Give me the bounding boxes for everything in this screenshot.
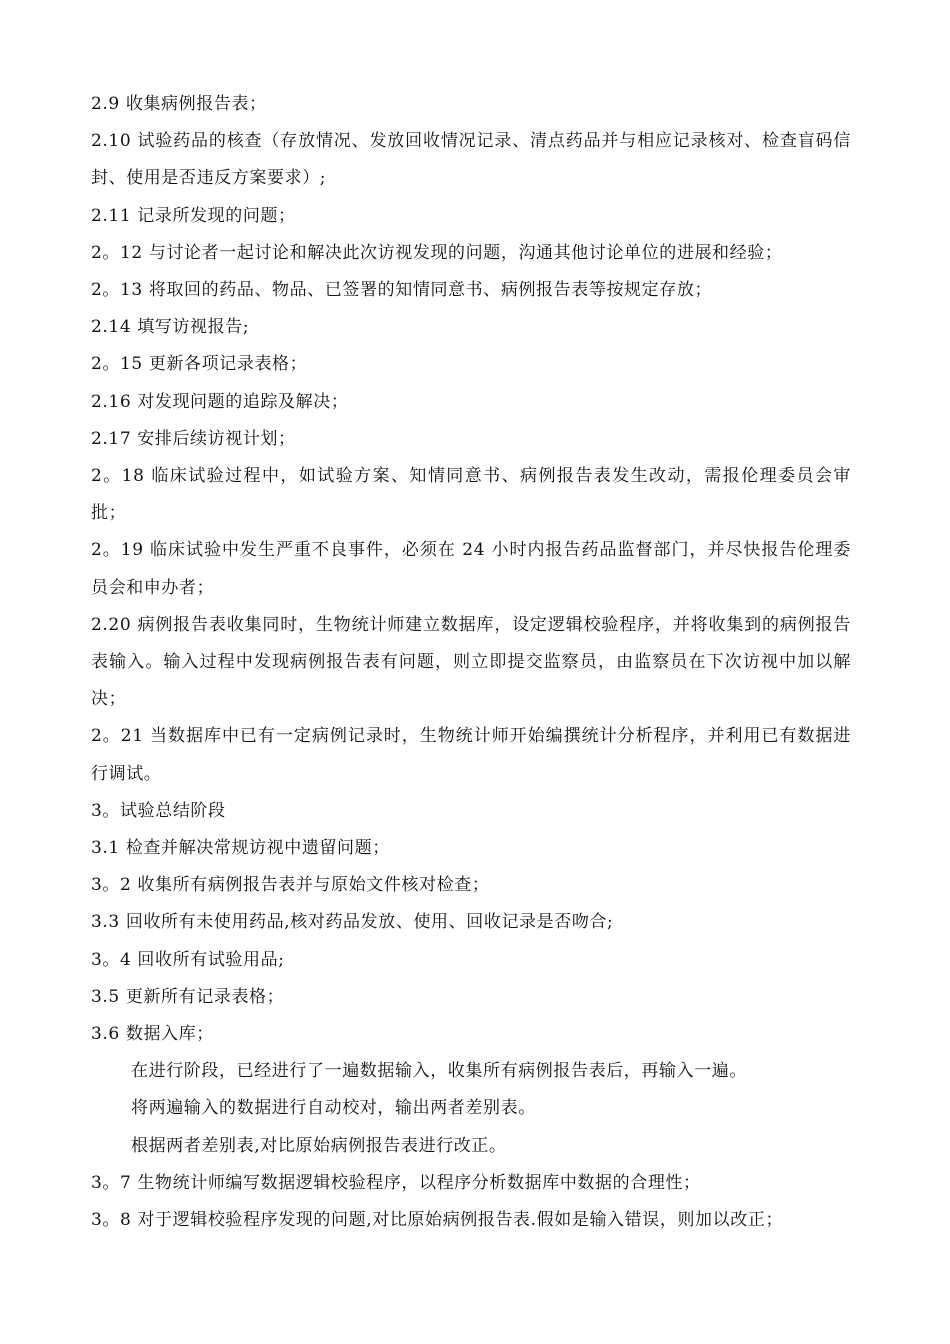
paragraph: 3。7 生物统计师编写数据逻辑校验程序，以程序分析数据库中数据的合理性；	[91, 1172, 701, 1193]
paragraph: 3。2 收集所有病例报告表并与原始文件核对检查；	[91, 875, 490, 896]
paragraph: 2。19 临床试验中发生严重不良事件，必须在 24 小时内报告药品监督部门，并尽快报告伦理委员会和申办者；	[91, 540, 851, 598]
paragraph: 2。13 将取回的药品、物品、已签署的知情同意书、病例报告表等按规定存放；	[91, 280, 713, 301]
paragraph: 2。15 更新各项记录表格；	[91, 354, 308, 375]
paragraph: 2.10 试验药品的核查（存放情况、发放回收情况记录、清点药品并与相应记录核对、检查盲码信封、使用是否违反方案要求）;	[91, 131, 851, 189]
paragraph: 3。4 回收所有试验用品;	[91, 949, 285, 970]
paragraph: 2.14 填写访视报告;	[91, 317, 250, 338]
paragraph: 3.1 检查并解决常规访视中遗留问题；	[91, 838, 390, 859]
paragraph: 2.20 病例报告表收集同时，生物统计师建立数据库，设定逻辑校验程序，并将收集到的病例报告表输入。输入过程中发现病例报告表有问题，则立即提交监察员，由监察员在下次访视中加以解决；	[91, 614, 851, 710]
paragraph: 3.3 回收所有未使用药品,核对药品发放、使用、回收记录是否吻合;	[91, 912, 614, 933]
document-body	[91, 86, 851, 1239]
paragraph: 2。18 临床试验过程中，如试验方案、知情同意书、病例报告表发生改动，需报伦理委员会审批；	[91, 466, 851, 524]
indented-paragraph: 根据两者差别表,对比原始病例报告表进行改正。	[131, 1135, 507, 1156]
paragraph: 3.6 数据入库；	[91, 1024, 214, 1045]
indented-paragraph: 将两遍输入的数据进行自动校对，输出两者差别表。	[131, 1098, 536, 1119]
paragraph: 2.11 记录所发现的问题；	[91, 205, 296, 226]
paragraph: 3。试验总结阶段	[91, 800, 226, 821]
paragraph: 2.16 对发现问题的追踪及解决；	[91, 391, 349, 412]
paragraph: 2.9 收集病例报告表；	[91, 94, 267, 114]
paragraph: 2。12 与讨论者一起讨论和解决此次访视发现的问题，沟通其他讨论单位的进展和经验；	[91, 242, 783, 263]
paragraph: 2。21 当数据库中已有一定病例记录时，生物统计师开始编撰统计分析程序，并利用已有数据进行调试。	[91, 726, 851, 784]
paragraph: 3.5 更新所有记录表格；	[91, 986, 285, 1007]
paragraph: 2.17 安排后续访视计划；	[91, 428, 296, 449]
paragraph: 3。8 对于逻辑校验程序发现的问题,对比原始病例报告表.假如是输入错误，则加以改正；	[91, 1210, 784, 1231]
indented-paragraph: 在进行阶段，已经进行了一遍数据输入，收集所有病例报告表后，再输入一遍。	[131, 1061, 747, 1082]
